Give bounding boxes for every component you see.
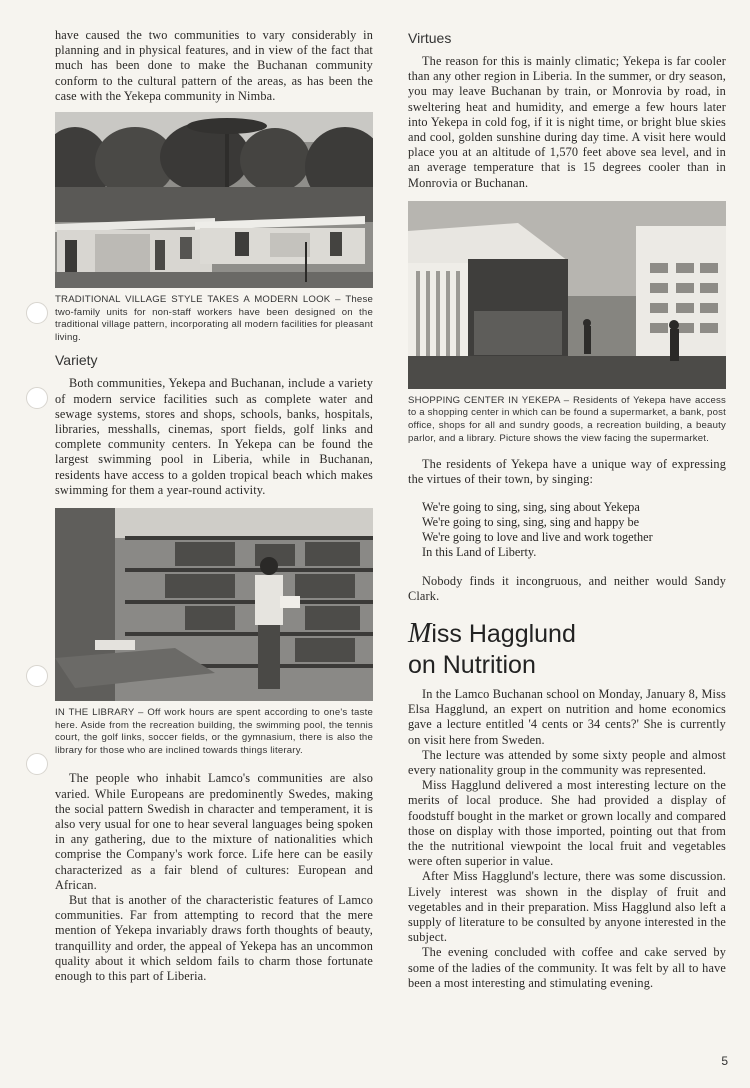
binder-hole	[26, 387, 48, 409]
binder-hole	[26, 753, 48, 775]
binder-hole	[26, 665, 48, 687]
right-column	[408, 28, 726, 991]
title-initial: M	[408, 618, 432, 650]
shopping-photo-caption: SHOPPING CENTER IN YEKEPA – Residents of Yekepa have access to a shopping center in which can be found a supermarket, a bank, post office, shops for all and sundry goods, a recreation building, a beauty parlor, and a library. Picture shows the view facing the supermarket.	[408, 394, 726, 444]
shopping-center-image	[408, 201, 726, 389]
village-photo-caption: TRADITIONAL VILLAGE STYLE TAKES A MODERN LOOK – These two-family units for non-staff workers have been designed on the traditional village pattern, incorporating all modern facilities for pleasant living.	[55, 294, 373, 343]
library-photo	[55, 508, 373, 701]
library-photo-caption: IN THE LIBRARY – Off work hours are spent according to one's taste here. Aside from the recreation building, the swimming pool, the tennis court, the golf links, soccer fields, or the gymnasium, there is also the library for those who are inclined towards things literary.	[55, 707, 373, 756]
village-houses-photo	[55, 112, 373, 288]
virtues-heading: Virtues	[408, 30, 452, 46]
left-column	[55, 28, 373, 984]
page-number: 5	[721, 1054, 728, 1068]
title-rest: iss Hagglund	[431, 620, 576, 649]
article-title-line1	[408, 618, 726, 650]
but-paragraph: But that is another of the characteristic features of Lamco communities. Far from attempting to record that the mere mention of Yekepa invariably draws forth thoughts of beauty, tranquillity and order, the appeal of Yekepa has an uncommon quality about it which seldom fails to charm those fortunate enough to this part of Liberia.	[55, 893, 373, 984]
shopping-center-photo	[408, 201, 726, 389]
residents-paragraph: The residents of Yekepa have a unique way of expressing the virtues of their town, by singing:	[408, 457, 726, 487]
article-paragraph: The evening concluded with coffee and cake served by some of the ladies of the community. It was felt by all to have been a most interesting and stimulating evening.	[408, 945, 726, 990]
nobody-paragraph: Nobody finds it incongruous, and neither would Sandy Clark.	[408, 573, 726, 603]
article-paragraph: Miss Hagglund delivered a most interesting lecture on the merits of local produce. She had provided a display of foodstuff bought in the market or grown locally and compared those on display with those imported, pointing out that from the the nutritional viewpoint the local fruit and vegetables were often superior in value.	[408, 778, 726, 869]
virtues-paragraph: The reason for this is mainly climatic; Yekepa is far cooler than any other region in Liberia. In the summer, or dry season, you may leave Buchanan by train, or Monrovia by road, in sweltering heat and humidity, and emerge a few hours later into Yekepa in cold fog, if it is night time, or bright blue skies and cool, golden sunshine during day time. A visit here would place you at an altitude of 1,570 feet above sea level, and in an average temperature that is 15 degrees cooler than in Monrovia or Buchanan.	[408, 54, 726, 190]
people-paragraph: The people who inhabit Lamco's communities are also varied. While Europeans are predominently Swedes, making the social pattern Swedish in character and temperament, it is also very usual for one to hear several languages being spoken in any gathering, due to the mixture of nationalities which comprise the Company's work force. Life here can be easily characterized as a fair blend of cultures: European and African.	[55, 771, 373, 892]
village-houses-image	[55, 112, 373, 288]
song-line: We're going to sing, sing, sing about Yekepa	[422, 499, 640, 514]
song-lyrics	[422, 500, 726, 560]
article-title	[408, 618, 726, 681]
song-line: We're going to sing, sing, sing and happy be	[422, 514, 640, 529]
article-paragraph: In the Lamco Buchanan school on Monday, January 8, Miss Elsa Hagglund, an expert on nutrition and home economics gave a lecture entitled '4 cents or 34 cents?' She is currently on visit here from Sweden.	[408, 687, 726, 747]
song-line: We're going to love and live and work together	[422, 529, 653, 544]
variety-paragraph: Both communities, Yekepa and Buchanan, include a variety of modern service facilities such as complete water and sewage systems, stores and shops, schools, banks, hospitals, libraries, messhalls, cinemas, sport fields, golf links and complete community centers. In Yekepa can be found the largest swimming pool in Liberia, while in Buchanan, residents have access to a golden tropical beach which makes swimming for them a year-round activity.	[55, 376, 373, 497]
song-line: In this Land of Liberty.	[422, 544, 537, 559]
article-paragraph: The lecture was attended by some sixty people and almost every nationality group in the community was represented.	[408, 747, 726, 778]
binder-hole	[26, 302, 48, 324]
library-image	[55, 508, 373, 701]
intro-paragraph: have caused the two communities to vary considerably in planning and in physical features, and in view of the fact that much has been done to make the Buchanan community conform to the cultural pattern of the areas, as has been the case with the Yekepa community in Nimba.	[55, 28, 373, 103]
article-paragraph: After Miss Hagglund's lecture, there was some discussion. Lively interest was shown in the display of fruit and vegetables and in their preparation. Miss Hagglund also left a supply of literature to be consulted by anyone interested in the subject.	[408, 869, 726, 945]
article-title-line2: on Nutrition	[408, 651, 536, 680]
variety-heading: Variety	[55, 352, 98, 369]
